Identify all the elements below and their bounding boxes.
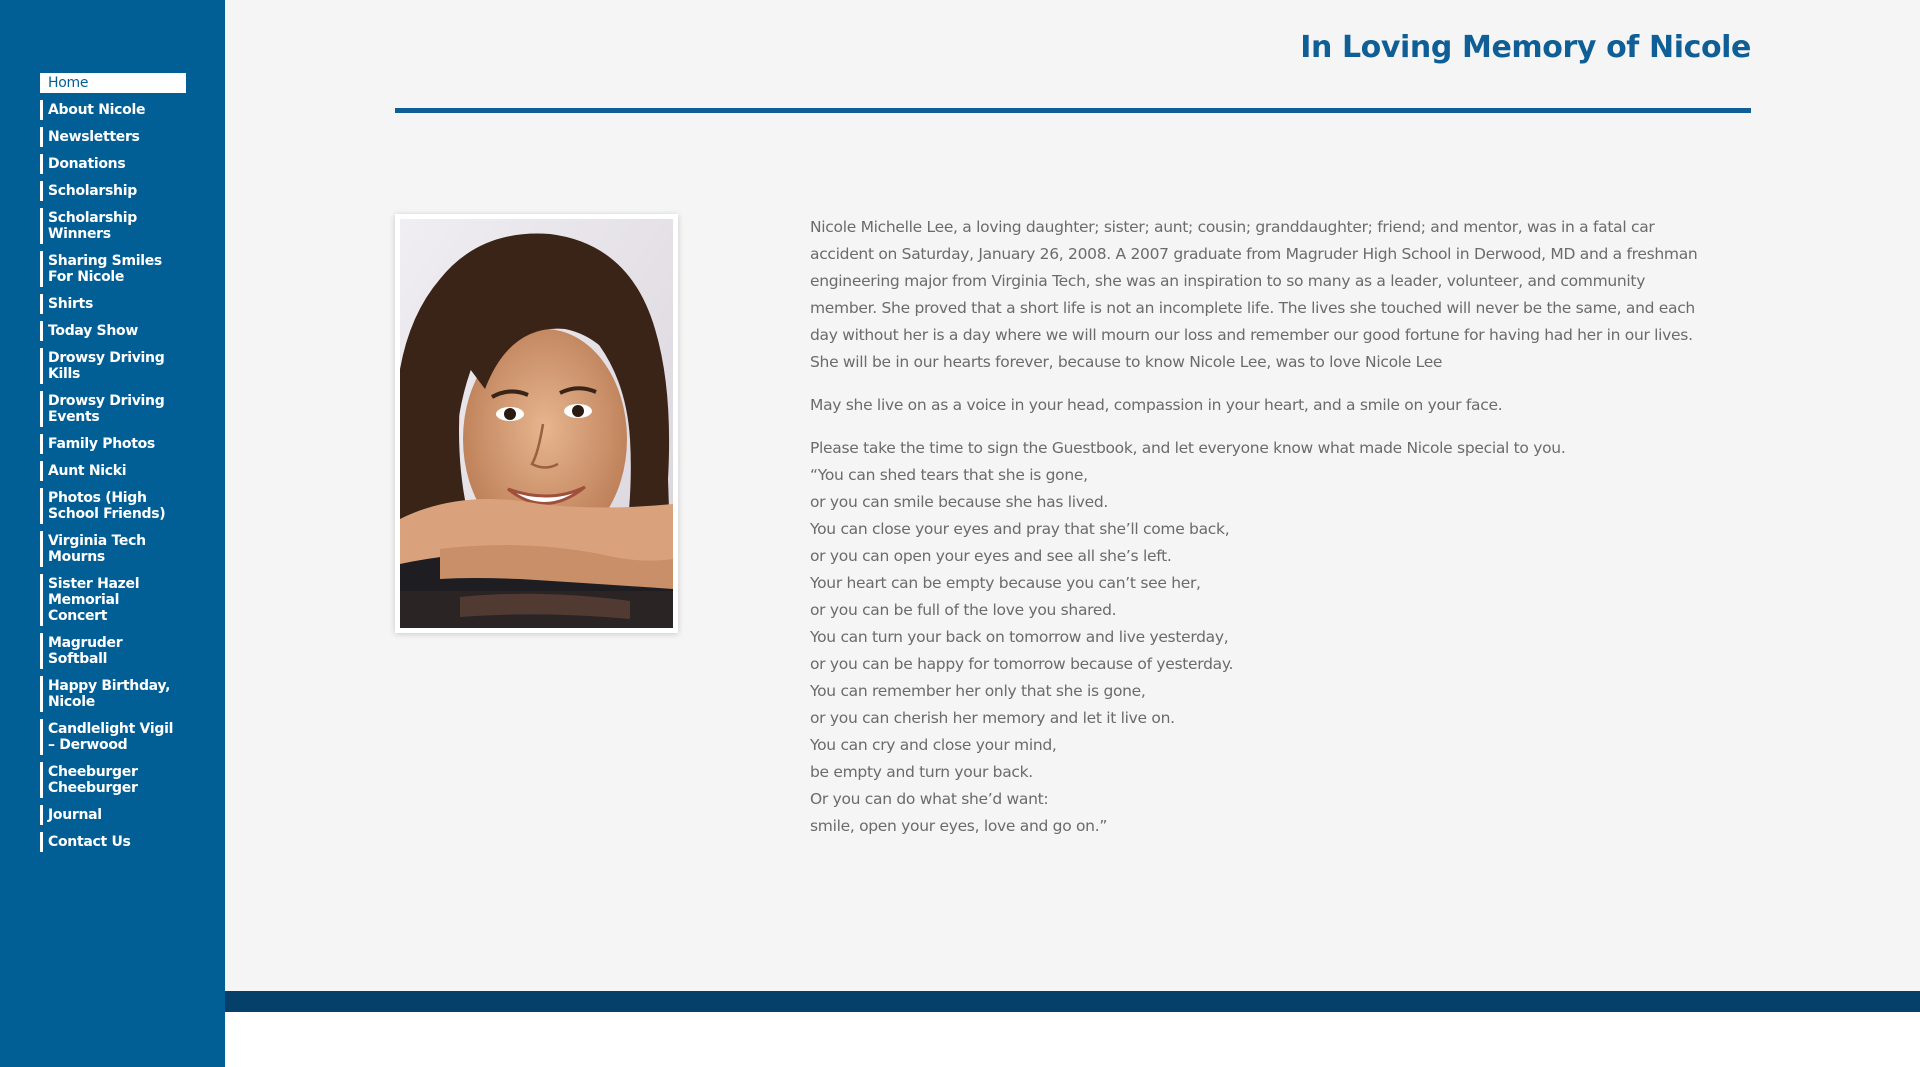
nav-item-drowsy-driving-kills[interactable]: Drowsy Driving Kills	[40, 348, 186, 384]
poem-line: or you can be full of the love you shared.	[810, 601, 1117, 619]
nav-item-candlelight-vigil[interactable]: Candlelight Vigil – Derwood	[40, 719, 186, 755]
poem-line: or you can cherish her memory and let it live on.	[810, 709, 1175, 727]
footer-area	[225, 1012, 1920, 1067]
nav-item-today-show[interactable]: Today Show	[40, 321, 186, 341]
poem-line: or you can be happy for tomorrow because of yesterday.	[810, 655, 1234, 673]
poem-line: or you can smile because she has lived.	[810, 493, 1109, 511]
poem-line: You can cry and close your mind,	[810, 736, 1057, 754]
nav-item-about-nicole[interactable]: About Nicole	[40, 100, 186, 120]
nav-item-cheeburger[interactable]: Cheeburger Cheeburger	[40, 762, 186, 798]
portrait-frame	[395, 214, 678, 633]
nav-item-contact-us[interactable]: Contact Us	[40, 832, 186, 852]
poem-line: Your heart can be empty because you can’t see her,	[810, 574, 1201, 592]
nav-item-scholarship-winners[interactable]: Scholarship Winners	[40, 208, 186, 244]
nav-item-shirts[interactable]: Shirts	[40, 294, 186, 314]
poem-line: You can close your eyes and pray that she’ll come back,	[810, 520, 1230, 538]
tribute-paragraph: May she live on as a voice in your head, compassion in your heart, and a smile on your face.	[810, 396, 1503, 414]
nav-item-aunt-nicki[interactable]: Aunt Nicki	[40, 461, 186, 481]
main-content	[810, 214, 1700, 856]
title-divider	[395, 108, 1751, 113]
sidebar	[0, 0, 225, 1067]
nav-item-drowsy-driving-events[interactable]: Drowsy Driving Events	[40, 391, 186, 427]
portrait-photo	[400, 219, 673, 628]
guestbook-invite-line: Please take the time to sign the Guestbook, and let everyone know what made Nicole special to you.	[810, 439, 1566, 457]
nav-item-home[interactable]: Home	[40, 73, 186, 93]
nav-item-family-photos[interactable]: Family Photos	[40, 434, 186, 454]
nav-item-sister-hazel-concert[interactable]: Sister Hazel Memorial Concert	[40, 574, 186, 626]
portrait-image	[400, 219, 673, 628]
nav-item-journal[interactable]: Journal	[40, 805, 186, 825]
nav-item-scholarship[interactable]: Scholarship	[40, 181, 186, 201]
poem	[810, 435, 1700, 840]
nav-item-sharing-smiles[interactable]: Sharing Smiles For Nicole	[40, 251, 186, 287]
nav-item-photos-high-school-friends[interactable]: Photos (High School Friends)	[40, 488, 186, 524]
nav-item-virginia-tech-mourns[interactable]: Virginia Tech Mourns	[40, 531, 186, 567]
poem-line: smile, open your eyes, love and go on.”	[810, 817, 1108, 835]
nav-item-magruder-softball[interactable]: Magruder Softball	[40, 633, 186, 669]
nav-item-donations[interactable]: Donations	[40, 154, 186, 174]
page-title: In Loving Memory of Nicole	[1300, 30, 1751, 65]
nav-item-newsletters[interactable]: Newsletters	[40, 127, 186, 147]
poem-line: “You can shed tears that she is gone,	[810, 466, 1088, 484]
poem-line: You can turn your back on tomorrow and live yesterday,	[810, 628, 1229, 646]
poem-line: Or you can do what she’d want:	[810, 790, 1049, 808]
poem-line: or you can open your eyes and see all she’s left.	[810, 547, 1172, 565]
poem-line: be empty and turn your back.	[810, 763, 1033, 781]
intro-paragraph: Nicole Michelle Lee, a loving daughter; sister; aunt; cousin; granddaughter; friend; and mentor, was in a fatal car accident on Saturday, January 26, 2008. A 2007 graduate from Magruder High School in Derwood, MD and a freshman engineering major from Virginia Tech, she was an inspiration to so many as a leader, volunteer, and community member. She proved that a short life is not an incomplete life. The lives she touched will never be the same, and each day without her is a day where we will mourn our loss and remember our good fortune for having had her in our lives. She will be in our hearts forever, because to know Nicole Lee, was to love Nicole Lee	[810, 218, 1698, 371]
nav-item-happy-birthday[interactable]: Happy Birthday, Nicole	[40, 676, 186, 712]
poem-line: You can remember her only that she is gone,	[810, 682, 1146, 700]
footer-bar	[225, 991, 1920, 1012]
main-nav	[40, 73, 186, 859]
